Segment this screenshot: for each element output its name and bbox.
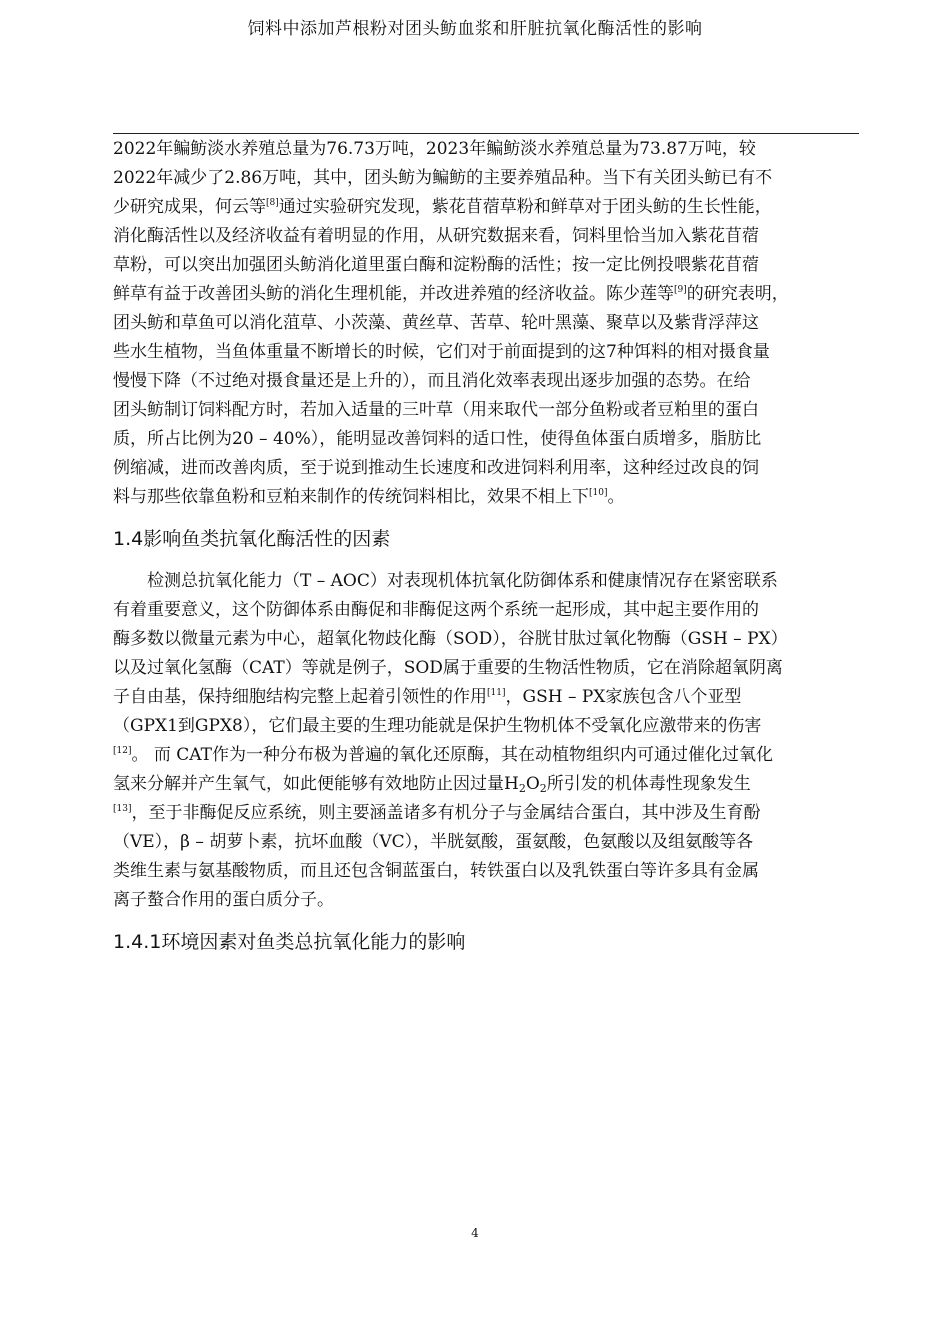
text-line xyxy=(113,193,863,222)
text-line: 质，所占比例为20 – 40%），能明显改善饲料的适口性，使得鱼体蛋白质增多，脂肪比 xyxy=(113,429,762,449)
section-heading-1-4: 1.4影响鱼类抗氧化酶活性的因素 xyxy=(113,528,391,550)
paragraph-1 xyxy=(113,135,863,512)
text-line: 有着重要意义，这个防御体系由酶促和非酶促这两个系统一起形成，其中起主要作用的 xyxy=(113,600,759,620)
text-segment: 少研究成果，何云等 xyxy=(113,197,266,217)
text-segment: 氢来分解并产生氧气，如此便能够有效地防止因过量H xyxy=(113,774,519,794)
text-line xyxy=(113,770,863,799)
citation-9: [9] xyxy=(674,285,687,295)
subscript: 2 xyxy=(518,782,526,795)
text-segment: 的研究表明， xyxy=(686,284,789,304)
text-segment: 料与那些依靠鱼粉和豆粕来制作的传统饲料相比，效果不相上下 xyxy=(113,487,589,507)
text-line: 检测总抗氧化能力（T – AOC）对表现机体抗氧化防御体系和健康情况存在紧密联系 xyxy=(147,571,778,591)
text-line: 离子螯合作用的蛋白质分子。 xyxy=(113,890,334,910)
citation-12: [12] xyxy=(113,746,132,756)
text-line xyxy=(113,741,863,770)
text-segment: 所引发的机体毒性现象发生 xyxy=(546,774,751,794)
text-line: 2022年减少了2.86万吨，其中，团头鲂为鳊鲂的主要养殖品种。当下有关团头鲂已有不 xyxy=(113,168,773,188)
text-segment: 。 xyxy=(607,487,625,507)
text-line: 酶多数以微量元素为中心，超氧化物歧化酶（SOD），谷胱甘肽过氧化物酶（GSH – PX） xyxy=(113,629,788,649)
text-line: 慢慢下降（不过绝对摄食量还是上升的），而且消化效率表现出逐步加强的态势。在给 xyxy=(113,371,751,391)
text-segment: O xyxy=(525,774,540,794)
body-text xyxy=(113,134,863,956)
text-segment: ，至于非酶促反应系统，则主要涵盖诸多有机分子与金属结合蛋白，其中涉及生育酚 xyxy=(131,803,761,823)
text-line: （VE），β – 胡萝卜素，抗坏血酸（VC），半胱氨酸，蛋氨酸，色氨酸以及组氨酸等各 xyxy=(113,832,754,852)
text-line: （GPX1到GPX8），它们最主要的生理功能就是保护生物机体不受氧化应激带来的伤害 xyxy=(113,716,762,736)
running-header: 饲料中添加芦根粉对团头鲂血浆和肝脏抗氧化酶活性的影响 xyxy=(247,19,703,39)
paragraph-2 xyxy=(113,567,863,915)
text-line xyxy=(113,280,863,309)
text-line: 团头鲂和草鱼可以消化菹草、小茨藻、黄丝草、苦草、轮叶黑藻、聚草以及紫背浮萍这 xyxy=(113,313,759,333)
text-segment: 通过实验研究发现，紫花苜蓿草粉和鲜草对于团头鲂的生长性能， xyxy=(278,197,772,217)
text-line: 些水生植物，当鱼体重量不断增长的时候，它们对于前面提到的这7种饵料的相对摄食量 xyxy=(113,342,770,362)
subscript: 2 xyxy=(539,782,547,795)
text-segment: 。 而 CAT作为一种分布极为普遍的氧化还原酶，其在动植物组织内可通过催化过氧化 xyxy=(131,745,773,765)
text-line: 以及过氧化氢酶（CAT）等就是例子，SOD属于重要的生物活性物质，它在消除超氧阴离 xyxy=(113,658,783,678)
text-segment: ，GSH – PX家族包含八个亚型 xyxy=(505,687,742,707)
citation-13: [13] xyxy=(113,804,132,814)
text-line: 团头鲂制订饲料配方时，若加入适量的三叶草（用来取代一部分鱼粉或者豆粕里的蛋白 xyxy=(113,400,759,420)
text-line xyxy=(113,483,863,512)
text-line: 草粉，可以突出加强团头鲂消化道里蛋白酶和淀粉酶的活性；按一定比例投喂紫花苜蓿 xyxy=(113,255,759,275)
citation-8: [8] xyxy=(266,198,279,208)
text-segment: 子自由基，保持细胞结构完整上起着引领性的作用 xyxy=(113,687,487,707)
text-line: 例缩减，进而改善肉质，至于说到推动生长速度和改进饲料利用率，这种经过改良的饲 xyxy=(113,458,759,478)
text-line: 2022年鳊鲂淡水养殖总量为76.73万吨，2023年鳊鲂淡水养殖总量为73.87万吨，较 xyxy=(113,139,756,159)
page-number: 4 xyxy=(471,1226,479,1240)
text-line: 消化酶活性以及经济收益有着明显的作用，从研究数据来看，饲料里恰当加入紫花苜蓿 xyxy=(113,226,759,246)
text-segment: 鲜草有益于改善团头鲂的消化生理机能，并改进养殖的经济收益。陈少莲等 xyxy=(113,284,674,304)
citation-11: [11] xyxy=(487,688,506,698)
text-line xyxy=(113,799,863,828)
text-line xyxy=(113,683,863,712)
text-line: 类维生素与氨基酸物质，而且还包含铜蓝蛋白，转铁蛋白以及乳铁蛋白等许多具有金属 xyxy=(113,861,759,881)
section-heading-1-4-1: 1.4.1环境因素对鱼类总抗氧化能力的影响 xyxy=(113,931,466,953)
citation-10: [10] xyxy=(589,488,608,498)
